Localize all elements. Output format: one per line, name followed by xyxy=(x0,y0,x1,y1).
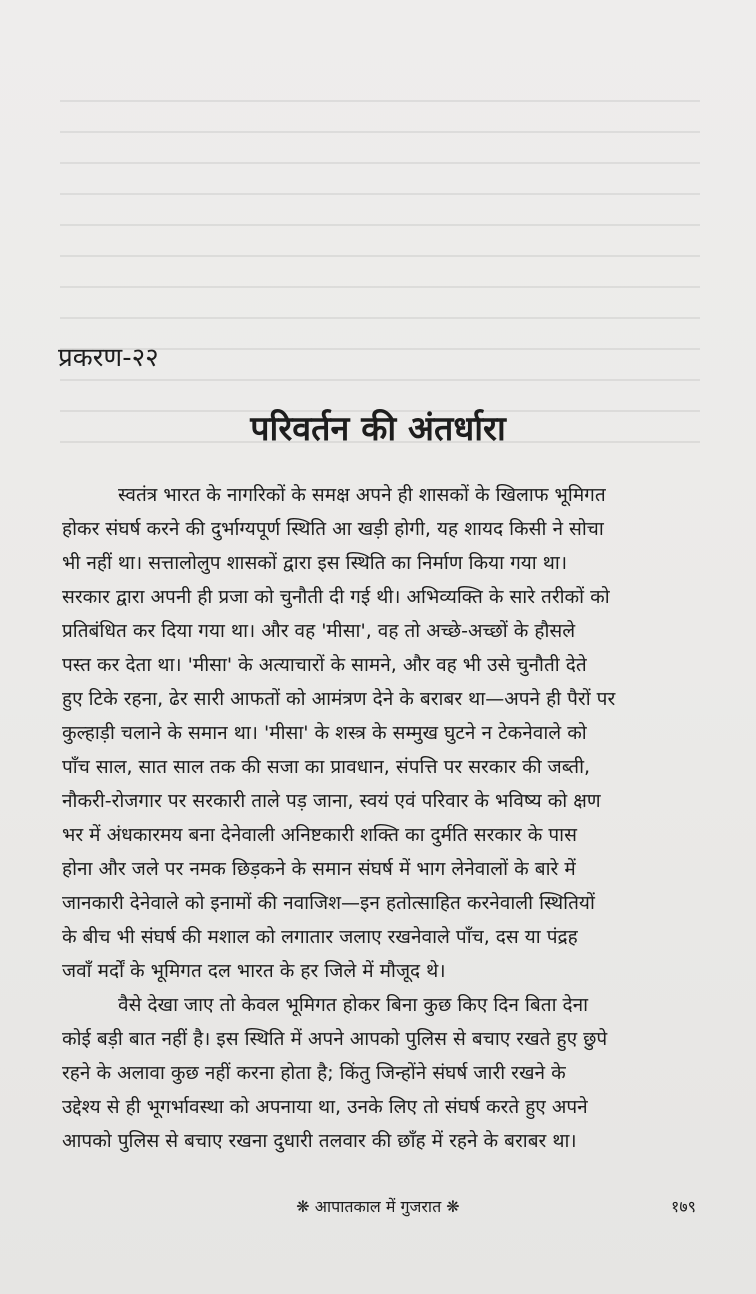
text-line: सरकार द्वारा अपनी ही प्रजा को चुनौती दी गई थी। अभिव्यक्ति के सारे तरीकों को xyxy=(62,586,610,608)
paragraph-2 xyxy=(62,988,698,1158)
text-line: आपको पुलिस से बचाए रखना दुधारी तलवार की छाँह में रहने के बराबर था। xyxy=(62,1130,577,1152)
text-line: हुए टिके रहना, ढेर सारी आफतों को आमंत्रण देने के बराबर था—अपने ही पैरों पर xyxy=(62,688,616,710)
text-line: रहने के अलावा कुछ नहीं करना होता है; किंतु जिन्होंने संघर्ष जारी रखने के xyxy=(62,1062,566,1084)
text-line: भी नहीं था। सत्तालोलुप शासकों द्वारा इस स्थिति का निर्माण किया गया था। xyxy=(62,552,568,574)
running-footer-title: ❋ आपातकाल में गुजरात ❋ xyxy=(296,1197,460,1216)
text-line: जानकारी देनेवाले को इनामों की नवाजिश—इन हतोत्साहित करनेवाली स्थितियों xyxy=(62,892,595,914)
text-line: स्वतंत्र भारत के नागरिकों के समक्ष अपने ही शासकों के खिलाफ भूमिगत xyxy=(118,484,606,506)
body-text xyxy=(62,478,698,1158)
text-line: होना और जले पर नमक छिड़कने के समान संघर्ष में भाग लेनेवालों के बारे में xyxy=(62,858,576,880)
text-line: के बीच भी संघर्ष की मशाल को लगातार जलाए रखनेवाले पाँच, दस या पंद्रह xyxy=(62,926,578,948)
text-line: होकर संघर्ष करने की दुर्भाग्यपूर्ण स्थिति आ खड़ी होगी, यह शायद किसी ने सोचा xyxy=(62,518,604,540)
text-line: भर में अंधकारमय बना देनेवाली अनिष्टकारी शक्ति का दुर्मति सरकार के पास xyxy=(62,824,577,846)
paragraph-1 xyxy=(62,478,698,988)
page-number: १७९ xyxy=(671,1197,696,1216)
text-line: उद्देश्य से ही भूगर्भावस्था को अपनाया था, उनके लिए तो संघर्ष करते हुए अपने xyxy=(62,1096,588,1118)
chapter-title: परिवर्तन की अंतर्धारा xyxy=(250,409,506,449)
chapter-label: प्रकरण-२२ xyxy=(58,343,159,373)
text-line: पाँच साल, सात साल तक की सजा का प्रावधान, संपत्ति पर सरकार की जब्ती, xyxy=(62,756,591,778)
page-footer xyxy=(0,1192,756,1222)
text-line: वैसे देखा जाए तो केवल भूमिगत होकर बिना कुछ किए दिन बिता देना xyxy=(118,994,589,1016)
text-line: जवाँ मर्दों के भूमिगत दल भारत के हर जिले में मौजूद थे। xyxy=(62,960,446,982)
text-line: प्रतिबंधित कर दिया गया था। और वह 'मीसा', वह तो अच्छे-अच्छों के हौसले xyxy=(62,620,576,642)
text-line: कोई बड़ी बात नहीं है। इस स्थिति में अपने आपको पुलिस से बचाए रखते हुए छुपे xyxy=(62,1028,608,1050)
text-line: कुल्हाड़ी चलाने के समान था। 'मीसा' के शस्त्र के सम्मुख घुटने न टेकनेवाले को xyxy=(62,722,587,744)
text-line: पस्त कर देता था। 'मीसा' के अत्याचारों के सामने, और वह भी उसे चुनौती देते xyxy=(62,654,587,676)
text-line: नौकरी-रोजगार पर सरकारी ताले पड़ जाना, स्वयं एवं परिवार के भविष्य को क्षण xyxy=(62,790,601,812)
